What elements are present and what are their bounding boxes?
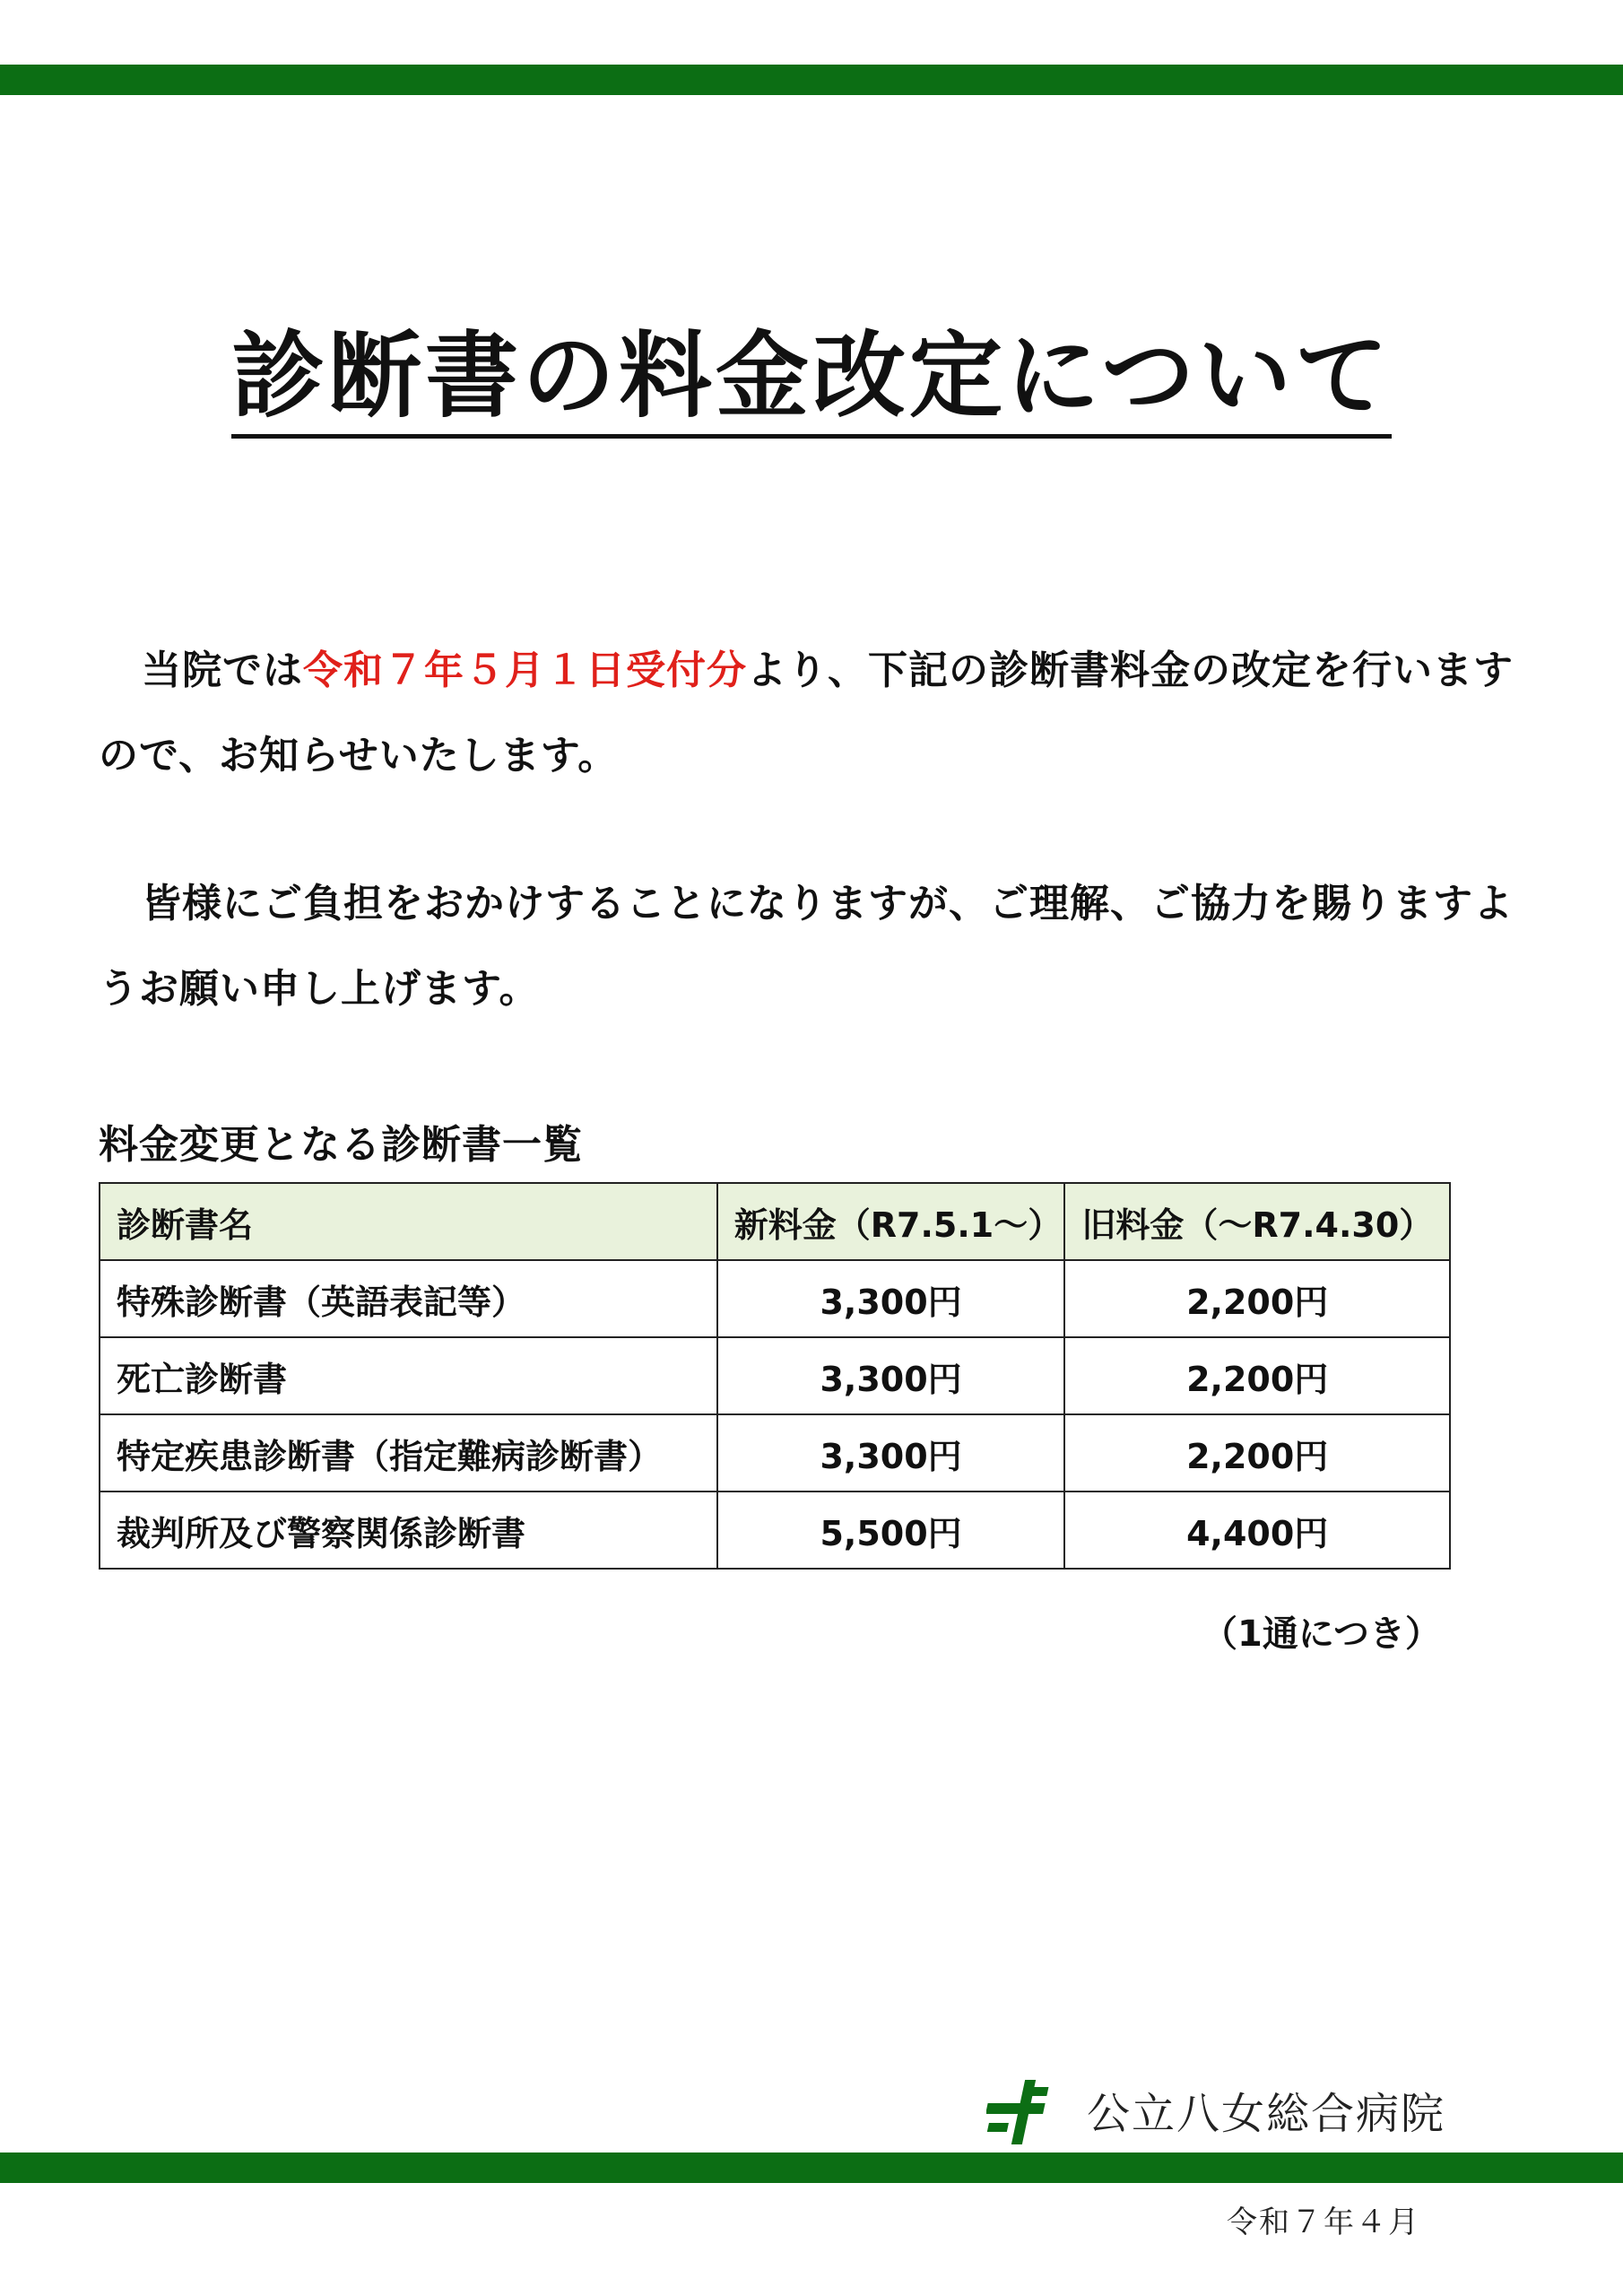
header-new-fee: 新料金（R7.5.1～）: [717, 1183, 1065, 1260]
apology-text: 皆様にご負担をおかけすることになりますが、ご理解、ご協力を賜りますようお願い申し上げます。: [99, 881, 1514, 1012]
hospital-logo-icon: [986, 2076, 1058, 2148]
old-fee: 2,200円: [1064, 1337, 1450, 1414]
old-fee: 2,200円: [1064, 1260, 1450, 1337]
notice-prefix: 当院では: [142, 648, 303, 693]
old-fee: 2,200円: [1064, 1414, 1450, 1492]
new-fee: 3,300円: [717, 1260, 1065, 1337]
table-row: [100, 1492, 1450, 1569]
per-copy-note: （1通につき）: [1202, 1613, 1442, 1655]
fee-table: [99, 1182, 1451, 1570]
page-title: [0, 323, 1623, 430]
notice-suffix: より、下記の診断書料金の改定を行いますので、お知らせいたします。: [99, 648, 1514, 778]
table-header-row: [100, 1183, 1450, 1260]
certificate-name: 特定疾患診断書（指定難病診断書）: [100, 1414, 717, 1492]
page-title-text: 診断書の料金改定について: [231, 321, 1392, 439]
header-old-fee: 旧料金（～R7.4.30）: [1064, 1183, 1450, 1260]
table-row: [100, 1414, 1450, 1492]
notice-paragraph-2: [99, 861, 1533, 1031]
table-row: [100, 1260, 1450, 1337]
new-fee: 3,300円: [717, 1337, 1065, 1414]
new-fee: 5,500円: [717, 1492, 1065, 1569]
hospital-name: 公立八女総合病院: [1087, 2089, 1446, 2139]
issue-date: 令和７年４月: [1227, 2205, 1420, 2240]
top-green-bar: [0, 65, 1623, 95]
certificate-name: 裁判所及び警察関係診断書: [100, 1492, 717, 1569]
new-fee: 3,300円: [717, 1414, 1065, 1492]
notice-effective-date: 令和７年５月１日受付分: [303, 648, 747, 693]
old-fee: 4,400円: [1064, 1492, 1450, 1569]
notice-paragraph-1: [99, 628, 1533, 798]
certificate-name: 特殊診断書（英語表記等）: [100, 1260, 717, 1337]
table-heading: 料金変更となる診断書一覧: [99, 1122, 583, 1168]
table-row: [100, 1337, 1450, 1414]
certificate-name: 死亡診断書: [100, 1337, 717, 1414]
bottom-green-bar: [0, 2152, 1623, 2183]
header-certificate-name: 診断書名: [100, 1183, 717, 1260]
